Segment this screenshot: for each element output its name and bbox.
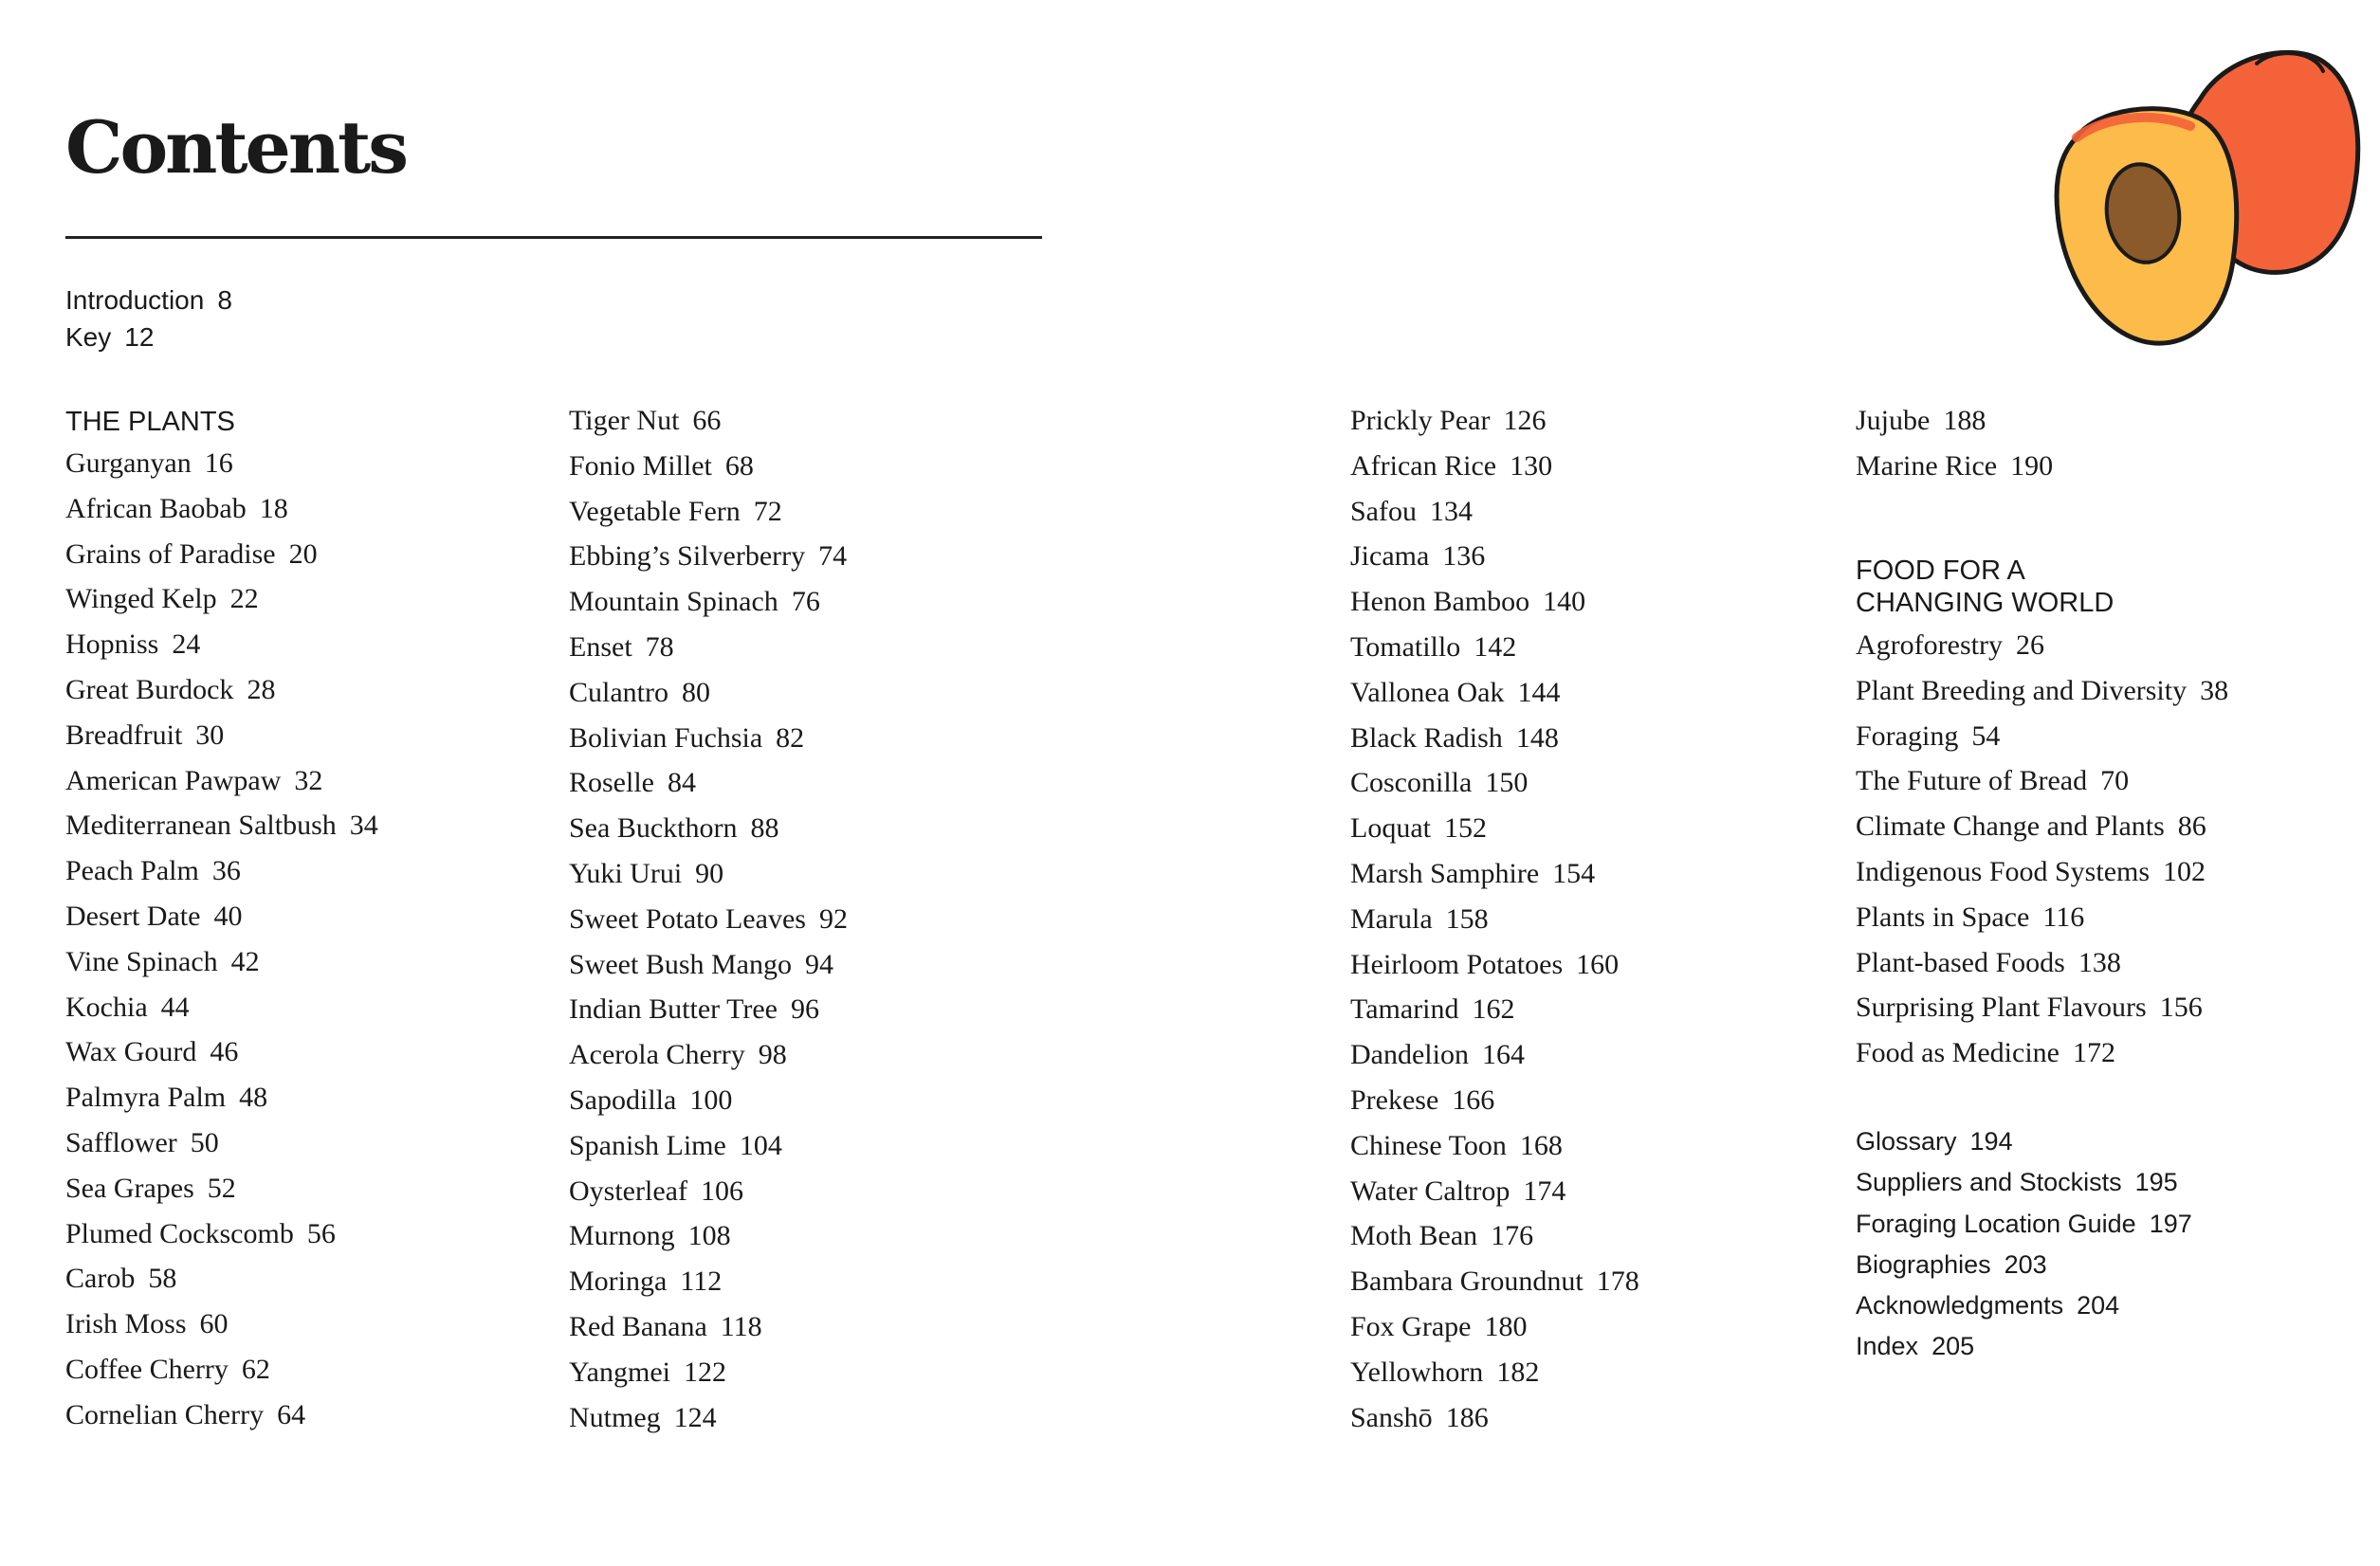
toc-entry — [1856, 985, 2228, 1030]
toc-entry — [1856, 1245, 2192, 1285]
toc-entry-label: Water Caltrop — [1350, 1174, 1510, 1207]
toc-entry-page: 106 — [700, 1174, 743, 1207]
toc-entry-label: Safou — [1350, 495, 1417, 527]
toc-entry-page: 164 — [1481, 1039, 1525, 1071]
toc-entry-label: Index — [1856, 1332, 1919, 1361]
toc-entry-page: 134 — [1430, 495, 1473, 527]
toc-entry-page: 42 — [230, 945, 260, 977]
toc-entry-label: Tamarind — [1350, 993, 1459, 1026]
toc-entry-label: Prickly Pear — [1350, 405, 1491, 436]
toc-entry — [65, 532, 378, 577]
toc-entry-label: Chinese Toon — [1350, 1129, 1507, 1161]
toc-entry-label: African Baobab — [65, 492, 247, 524]
toc-entry-page: 78 — [645, 630, 674, 663]
toc-entry — [65, 1120, 378, 1166]
toc-entry-label: Fonio Millet — [569, 449, 712, 482]
toc-entry-page: 84 — [668, 767, 696, 799]
toc-entry — [65, 1302, 378, 1347]
toc-entry-page: 203 — [2004, 1249, 2047, 1279]
toc-entry-label: Indian Butter Tree — [569, 993, 778, 1026]
contents-column-3 — [1350, 398, 1639, 1440]
toc-entry — [569, 398, 848, 444]
toc-entry-page: 130 — [1510, 449, 1553, 482]
toc-entry-label: Jicama — [1350, 540, 1430, 573]
toc-entry — [569, 987, 848, 1032]
toc-entry-page: 174 — [1523, 1174, 1566, 1207]
toc-entry-label: Desert Date — [65, 900, 201, 932]
toc-entry — [1350, 716, 1639, 761]
toc-entry-label: Tomatillo — [1350, 630, 1461, 663]
toc-entry-label: Cornelian Cherry — [65, 1398, 265, 1430]
contents-column-4-plants — [1856, 398, 2053, 489]
toc-entry-page: 38 — [2200, 674, 2229, 706]
toc-entry — [569, 1395, 848, 1441]
toc-entry — [569, 716, 848, 761]
toc-entry — [65, 622, 378, 667]
toc-entry-label: Tiger Nut — [569, 405, 680, 436]
toc-entry-page: 62 — [241, 1353, 270, 1385]
toc-entry-page: 58 — [148, 1263, 177, 1295]
toc-entry-label: Suppliers and Stockists — [1856, 1168, 2122, 1197]
toc-entry-label: Jujube — [1856, 405, 1931, 436]
toc-entry — [1856, 1162, 2192, 1203]
toc-entry-page: 108 — [687, 1220, 731, 1252]
toc-entry-page: 136 — [1442, 540, 1486, 573]
toc-entry-label: Bambara Groundnut — [1350, 1266, 1584, 1298]
toc-entry-page: 18 — [259, 492, 288, 524]
section-heading-plants: THE PLANTS — [65, 407, 235, 437]
toc-entry — [569, 1213, 848, 1259]
toc-entry-label: Sweet Bush Mango — [569, 948, 792, 980]
toc-entry-page: 142 — [1474, 630, 1517, 663]
toc-entry — [1350, 1169, 1639, 1214]
toc-entry-page: 182 — [1496, 1356, 1540, 1388]
toc-entry-page: 12 — [124, 321, 155, 352]
toc-entry — [1350, 444, 1639, 489]
toc-entry-page: 98 — [758, 1039, 787, 1071]
toc-entry — [569, 670, 848, 716]
toc-entry-label: Coffee Cherry — [65, 1353, 229, 1385]
toc-entry-page: 50 — [190, 1126, 219, 1158]
fruit-illustration — [2039, 43, 2361, 355]
toc-entry — [65, 319, 232, 356]
toc-entry — [569, 1078, 848, 1123]
toc-entry — [1856, 623, 2228, 668]
toc-entry-page: 176 — [1491, 1220, 1534, 1252]
contents-column-1 — [65, 441, 378, 1438]
toc-entry — [65, 441, 378, 486]
toc-entry — [65, 1166, 378, 1211]
toc-entry — [569, 579, 848, 625]
toc-entry — [1350, 1350, 1639, 1395]
toc-entry-label: Safflower — [65, 1126, 177, 1158]
toc-entry-label: Acknowledgments — [1856, 1291, 2064, 1320]
toc-entry-page: 205 — [1931, 1332, 1975, 1361]
toc-entry-label: Spanish Lime — [569, 1129, 726, 1161]
toc-entry-label: Irish Moss — [65, 1308, 187, 1340]
toc-entry-page: 28 — [247, 673, 276, 705]
back-matter-list — [1856, 1121, 2192, 1368]
toc-entry-page: 116 — [2042, 901, 2085, 933]
toc-entry — [569, 1350, 848, 1395]
toc-entry — [1856, 1285, 2192, 1326]
toc-entry — [569, 851, 848, 897]
toc-entry-page: 188 — [1943, 405, 1986, 436]
toc-entry-label: Sea Grapes — [65, 1172, 194, 1204]
toc-entry-page: 32 — [294, 764, 323, 796]
toc-entry — [569, 760, 848, 806]
toc-entry-label: The Future of Bread — [1856, 765, 2088, 797]
toc-entry — [1856, 804, 2228, 849]
toc-entry-page: 72 — [753, 495, 782, 527]
toc-entry — [65, 713, 378, 758]
toc-entry — [1856, 398, 2053, 444]
toc-entry-page: 56 — [306, 1217, 336, 1249]
toc-entry-label: Carob — [65, 1263, 136, 1295]
toc-entry-page: 154 — [1552, 857, 1596, 889]
toc-entry — [1350, 1213, 1639, 1259]
toc-entry-page: 34 — [349, 810, 378, 842]
section-heading-food-line2: CHANGING WORLD — [1856, 588, 2115, 618]
toc-entry-label: Sanshō — [1350, 1401, 1433, 1433]
toc-entry — [65, 1393, 378, 1438]
toc-entry — [65, 1211, 378, 1257]
toc-entry — [65, 894, 378, 939]
toc-entry-page: 52 — [207, 1172, 236, 1204]
toc-entry-page: 156 — [2159, 992, 2203, 1024]
toc-entry — [569, 1123, 848, 1169]
toc-entry — [569, 1169, 848, 1214]
contents-column-2 — [569, 398, 848, 1440]
toc-entry-label: Nutmeg — [569, 1401, 661, 1433]
toc-entry — [569, 444, 848, 489]
toc-entry-label: Peach Palm — [65, 855, 199, 887]
toc-entry-label: Foraging Location Guide — [1856, 1209, 2136, 1238]
toc-entry-label: Biographies — [1856, 1249, 1991, 1279]
toc-entry-label: Henon Bamboo — [1350, 586, 1530, 618]
toc-entry — [65, 667, 378, 713]
toc-entry — [1350, 489, 1639, 535]
toc-entry — [1350, 987, 1639, 1032]
toc-entry-label: Mountain Spinach — [569, 586, 778, 618]
toc-entry — [1856, 444, 2053, 489]
toc-entry-page: 197 — [2149, 1209, 2192, 1238]
toc-entry — [1350, 851, 1639, 897]
toc-entry-label: Ebbing’s Silverberry — [569, 540, 806, 573]
toc-entry-label: Vine Spinach — [65, 945, 218, 977]
toc-entry-page: 186 — [1445, 1401, 1489, 1433]
toc-entry — [1350, 534, 1639, 579]
toc-entry-label: Plant Breeding and Diversity — [1856, 674, 2188, 706]
toc-entry-label: Bolivian Fuchsia — [569, 721, 763, 754]
toc-entry-label: Marine Rice — [1856, 449, 1998, 482]
toc-entry-label: Fox Grape — [1350, 1310, 1472, 1342]
toc-entry — [1350, 670, 1639, 716]
toc-entry-label: Plants in Space — [1856, 901, 2030, 933]
toc-entry-page: 16 — [204, 447, 233, 479]
toc-entry-label: Plumed Cockscomb — [65, 1217, 294, 1249]
toc-entry-label: Vallonea Oak — [1350, 676, 1505, 708]
toc-entry — [1856, 1326, 2192, 1367]
toc-entry — [569, 1259, 848, 1304]
toc-entry-label: Red Banana — [569, 1310, 707, 1342]
toc-entry — [1856, 940, 2228, 986]
toc-entry-page: 48 — [239, 1082, 268, 1114]
toc-entry-page: 124 — [673, 1401, 717, 1433]
toc-entry-label: Palmyra Palm — [65, 1082, 227, 1114]
toc-entry-label: Sea Buckthorn — [569, 812, 738, 845]
toc-entry — [569, 1032, 848, 1078]
toc-entry-page: 126 — [1503, 405, 1547, 436]
toc-entry-label: Key — [65, 321, 112, 352]
toc-entry-page: 92 — [818, 902, 848, 935]
toc-entry-page: 178 — [1596, 1266, 1639, 1298]
toc-entry-label: Foraging — [1856, 719, 1959, 752]
toc-entry-page: 74 — [818, 540, 848, 573]
toc-entry-page: 66 — [692, 405, 722, 436]
toc-entry-label: Yangmei — [569, 1356, 670, 1388]
toc-entry — [569, 625, 848, 670]
toc-entry-page: 180 — [1484, 1310, 1528, 1342]
toc-entry-page: 166 — [1452, 1083, 1495, 1116]
toc-entry — [1350, 1304, 1639, 1350]
toc-entry-page: 36 — [211, 855, 241, 887]
toc-entry-label: Enset — [569, 630, 632, 663]
toc-entry — [1350, 942, 1639, 988]
toc-entry-page: 80 — [682, 676, 710, 708]
toc-entry-label: Yuki Urui — [569, 857, 683, 889]
toc-entry — [1350, 760, 1639, 806]
toc-entry — [65, 576, 378, 622]
contents-column-4-features — [1856, 623, 2228, 1076]
toc-entry-page: 194 — [1969, 1127, 2013, 1156]
toc-entry-label: Dandelion — [1350, 1039, 1469, 1071]
toc-entry-label: Vegetable Fern — [569, 495, 741, 527]
toc-entry — [569, 806, 848, 851]
toc-entry-page: 40 — [213, 900, 243, 932]
toc-entry — [1350, 1259, 1639, 1304]
toc-entry-page: 160 — [1576, 948, 1620, 980]
toc-entry-label: Kochia — [65, 991, 148, 1023]
toc-entry-page: 30 — [195, 719, 225, 751]
toc-entry-page: 150 — [1485, 767, 1529, 799]
toc-entry-label: Marula — [1350, 902, 1433, 935]
toc-entry-label: Prekese — [1350, 1083, 1439, 1116]
toc-entry — [569, 1304, 848, 1350]
toc-entry-page: 204 — [2077, 1291, 2120, 1320]
toc-entry — [1856, 1121, 2192, 1162]
toc-entry-page: 46 — [210, 1036, 239, 1068]
toc-entry-page: 82 — [776, 721, 805, 754]
toc-entry-label: Murnong — [569, 1220, 675, 1252]
toc-entry — [569, 534, 848, 579]
toc-entry-page: 54 — [1971, 719, 2001, 752]
toc-entry-label: Sweet Potato Leaves — [569, 902, 806, 935]
toc-entry-label: Indigenous Food Systems — [1856, 855, 2151, 887]
toc-entry-page: 104 — [739, 1129, 782, 1161]
toc-entry — [569, 897, 848, 942]
toc-entry — [65, 1029, 378, 1075]
toc-entry-label: Agroforestry — [1856, 629, 2003, 661]
toc-entry-label: Great Burdock — [65, 673, 234, 705]
toc-entry — [1350, 1078, 1639, 1123]
toc-entry-label: Gurganyan — [65, 447, 192, 479]
toc-entry-label: African Rice — [1350, 449, 1497, 482]
toc-entry-label: Mediterranean Saltbush — [65, 810, 337, 842]
toc-entry — [1856, 895, 2228, 940]
toc-entry — [569, 942, 848, 988]
toc-entry-label: American Pawpaw — [65, 764, 282, 796]
toc-entry — [1350, 1032, 1639, 1078]
toc-entry-page: 172 — [2072, 1037, 2115, 1069]
toc-entry-label: Introduction — [65, 285, 205, 315]
toc-entry — [65, 1256, 378, 1302]
toc-entry-page: 26 — [2015, 629, 2044, 661]
toc-entry-page: 140 — [1543, 586, 1586, 618]
toc-entry-label: Surprising Plant Flavours — [1856, 992, 2147, 1024]
toc-entry — [65, 486, 378, 532]
section-heading-food-line1: FOOD FOR A — [1856, 555, 2025, 586]
toc-entry-label: Food as Medicine — [1856, 1037, 2060, 1069]
toc-entry-page: 22 — [229, 583, 259, 615]
toc-entry — [65, 803, 378, 848]
toc-entry-label: Heirloom Potatoes — [1350, 948, 1564, 980]
section-heading-food — [1856, 555, 2114, 619]
toc-entry-page: 60 — [199, 1308, 229, 1340]
toc-entry-page: 76 — [791, 586, 820, 618]
toc-entry-page: 148 — [1515, 721, 1559, 754]
toc-entry — [65, 1347, 378, 1393]
toc-entry-page: 68 — [724, 449, 754, 482]
toc-entry-label: Culantro — [569, 676, 668, 708]
toc-entry — [65, 985, 378, 1030]
toc-entry-label: Moth Bean — [1350, 1220, 1478, 1252]
toc-entry-page: 90 — [695, 857, 724, 889]
toc-entry — [65, 939, 378, 985]
toc-entry — [1350, 1395, 1639, 1441]
toc-entry-page: 158 — [1445, 902, 1489, 935]
toc-entry — [1856, 714, 2228, 759]
toc-entry — [1856, 1204, 2192, 1245]
toc-entry-label: Plant-based Foods — [1856, 946, 2065, 978]
toc-entry-label: Roselle — [569, 767, 654, 799]
toc-entry — [65, 282, 232, 319]
toc-entry-page: 168 — [1519, 1129, 1563, 1161]
toc-entry — [65, 1075, 378, 1120]
toc-entry-page: 96 — [790, 993, 819, 1026]
toc-entry-page: 144 — [1517, 676, 1561, 708]
toc-entry-label: Hopniss — [65, 628, 159, 661]
toc-entry-label: Black Radish — [1350, 721, 1503, 754]
toc-entry-label: Loquat — [1350, 812, 1431, 845]
toc-entry-page: 94 — [805, 948, 833, 980]
toc-entry — [1856, 668, 2228, 714]
toc-entry-label: Cosconilla — [1350, 767, 1473, 799]
toc-entry-label: Wax Gourd — [65, 1036, 197, 1068]
toc-entry-page: 162 — [1472, 993, 1515, 1026]
toc-entry — [1350, 806, 1639, 851]
toc-entry-page: 64 — [277, 1398, 306, 1430]
toc-entry — [65, 848, 378, 894]
toc-entry-page: 8 — [217, 285, 232, 315]
toc-entry-page: 20 — [288, 537, 318, 570]
toc-entry-label: Grains of Paradise — [65, 537, 276, 570]
front-matter-list — [65, 282, 232, 355]
toc-entry — [1856, 758, 2228, 804]
toc-entry-page: 195 — [2134, 1168, 2178, 1197]
toc-entry-label: Breadfruit — [65, 719, 183, 751]
toc-entry — [1856, 1030, 2228, 1076]
toc-entry-page: 102 — [2163, 855, 2206, 887]
toc-entry-page: 138 — [2078, 946, 2121, 978]
toc-entry — [569, 489, 848, 535]
toc-entry-label: Yellowhorn — [1350, 1356, 1484, 1388]
toc-entry-label: Moringa — [569, 1266, 668, 1298]
toc-entry-page: 122 — [683, 1356, 726, 1388]
toc-entry-label: Sapodilla — [569, 1083, 677, 1116]
toc-entry — [1350, 897, 1639, 942]
toc-entry-page: 100 — [689, 1083, 733, 1116]
toc-entry-label: Glossary — [1856, 1127, 1957, 1156]
toc-entry — [1350, 1123, 1639, 1169]
toc-entry-page: 70 — [2100, 765, 2130, 797]
toc-entry-page: 24 — [172, 628, 201, 661]
toc-entry — [65, 758, 378, 804]
toc-entry-page: 44 — [160, 991, 190, 1023]
toc-entry-page: 118 — [720, 1310, 762, 1342]
toc-entry-label: Climate Change and Plants — [1856, 810, 2165, 843]
title-rule — [65, 236, 1042, 239]
toc-entry-label: Marsh Samphire — [1350, 857, 1540, 889]
toc-entry-page: 112 — [680, 1266, 723, 1298]
page-title: Contents — [65, 105, 407, 190]
toc-entry-page: 190 — [2010, 449, 2054, 482]
toc-entry — [1856, 849, 2228, 895]
toc-entry — [1350, 398, 1639, 444]
toc-entry — [1350, 579, 1639, 625]
toc-entry-label: Acerola Cherry — [569, 1039, 745, 1071]
toc-entry-page: 88 — [750, 812, 779, 845]
toc-entry-label: Winged Kelp — [65, 583, 217, 615]
toc-entry-label: Oysterleaf — [569, 1174, 687, 1207]
toc-entry-page: 152 — [1443, 812, 1487, 845]
toc-entry — [1350, 625, 1639, 670]
toc-entry-page: 86 — [2177, 810, 2206, 843]
